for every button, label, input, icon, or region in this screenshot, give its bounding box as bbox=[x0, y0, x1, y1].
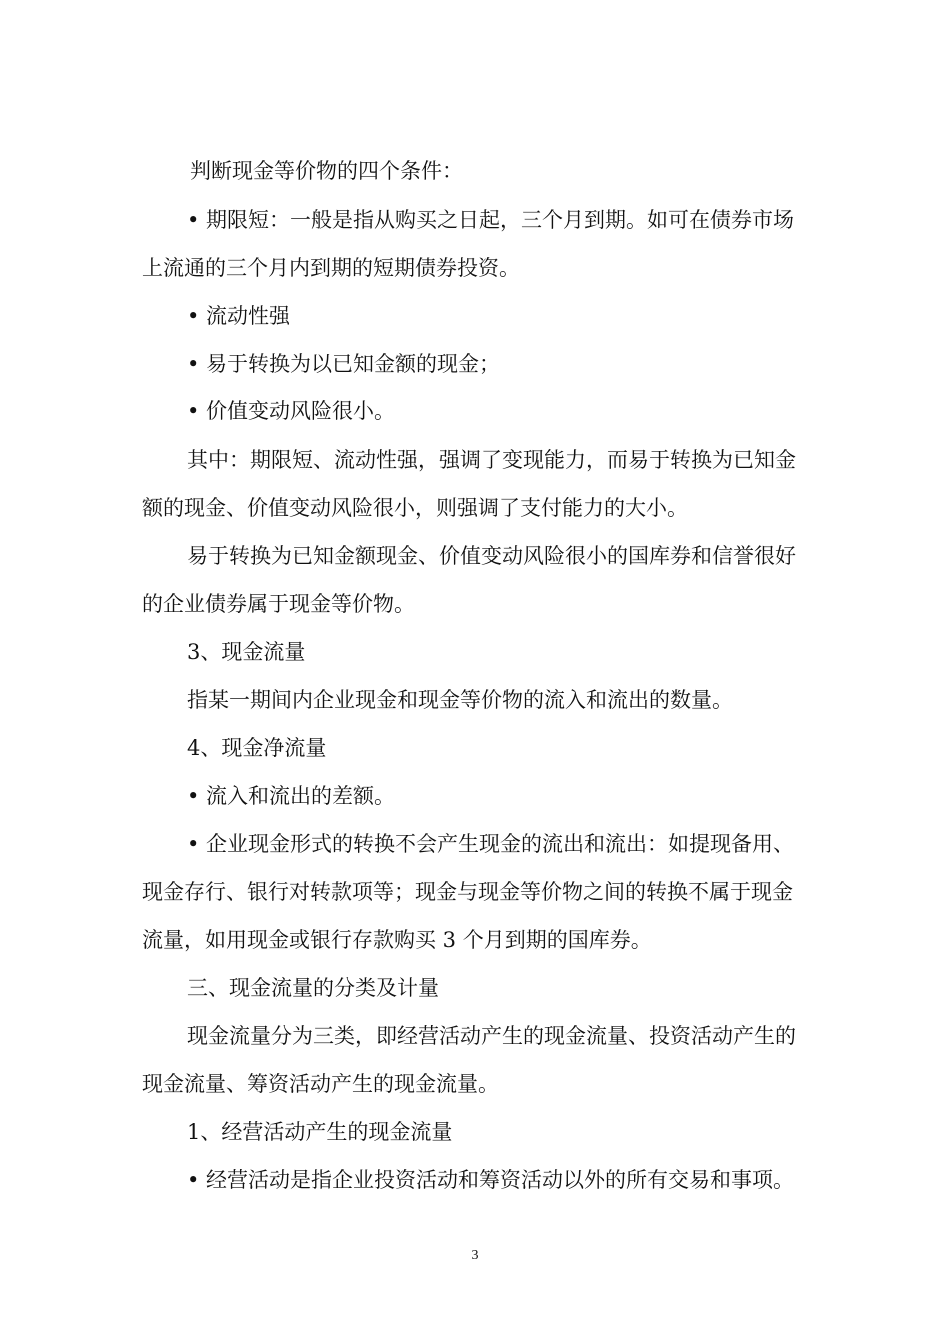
section-heading: 三、现金流量的分类及计量 bbox=[187, 976, 439, 1000]
bullet-line: • 易于转换为以已知金额的现金； bbox=[187, 352, 501, 376]
section-heading: 4、现金净流量 bbox=[187, 736, 327, 760]
paragraph-line: 流量，如用现金或银行存款购买 3 个月到期的国库券。 bbox=[142, 928, 652, 952]
bullet-line: • 企业现金形式的转换不会产生现金的流出和流出：如提现备用、 bbox=[187, 832, 795, 856]
bullet-line: • 经营活动是指企业投资活动和筹资活动以外的所有交易和事项。 bbox=[187, 1168, 795, 1192]
paragraph-line: 指某一期间内企业现金和现金等价物的流入和流出的数量。 bbox=[187, 688, 733, 712]
paragraph-line: 现金流量、筹资活动产生的现金流量。 bbox=[142, 1072, 499, 1096]
section-heading: 1、经营活动产生的现金流量 bbox=[187, 1120, 453, 1144]
paragraph-line: 现金流量分为三类，即经营活动产生的现金流量、投资活动产生的 bbox=[187, 1024, 796, 1048]
paragraph-line: 现金存行、银行对转款项等；现金与现金等价物之间的转换不属于现金 bbox=[142, 880, 793, 904]
bullet-line: • 流动性强 bbox=[187, 304, 291, 328]
bullet-line: • 期限短：一般是指从购买之日起，三个月到期。如可在债券市场 bbox=[187, 208, 795, 232]
paragraph-line: 其中：期限短、流动性强，强调了变现能力，而易于转换为已知金 bbox=[187, 448, 796, 472]
bullet-line: • 流入和流出的差额。 bbox=[187, 784, 396, 808]
bullet-line: • 价值变动风险很小。 bbox=[187, 399, 396, 423]
paragraph-line: 的企业债券属于现金等价物。 bbox=[142, 592, 415, 616]
page-number: 3 bbox=[471, 1248, 479, 1263]
paragraph-line: 额的现金、价值变动风险很小，则强调了支付能力的大小。 bbox=[142, 496, 688, 520]
section-heading: 3、现金流量 bbox=[187, 640, 306, 664]
paragraph-line: 判断现金等价物的四个条件： bbox=[190, 159, 463, 183]
paragraph-line: 易于转换为已知金额现金、价值变动风险很小的国库券和信誉很好 bbox=[187, 544, 796, 568]
paragraph-line: 上流通的三个月内到期的短期债券投资。 bbox=[142, 256, 520, 280]
